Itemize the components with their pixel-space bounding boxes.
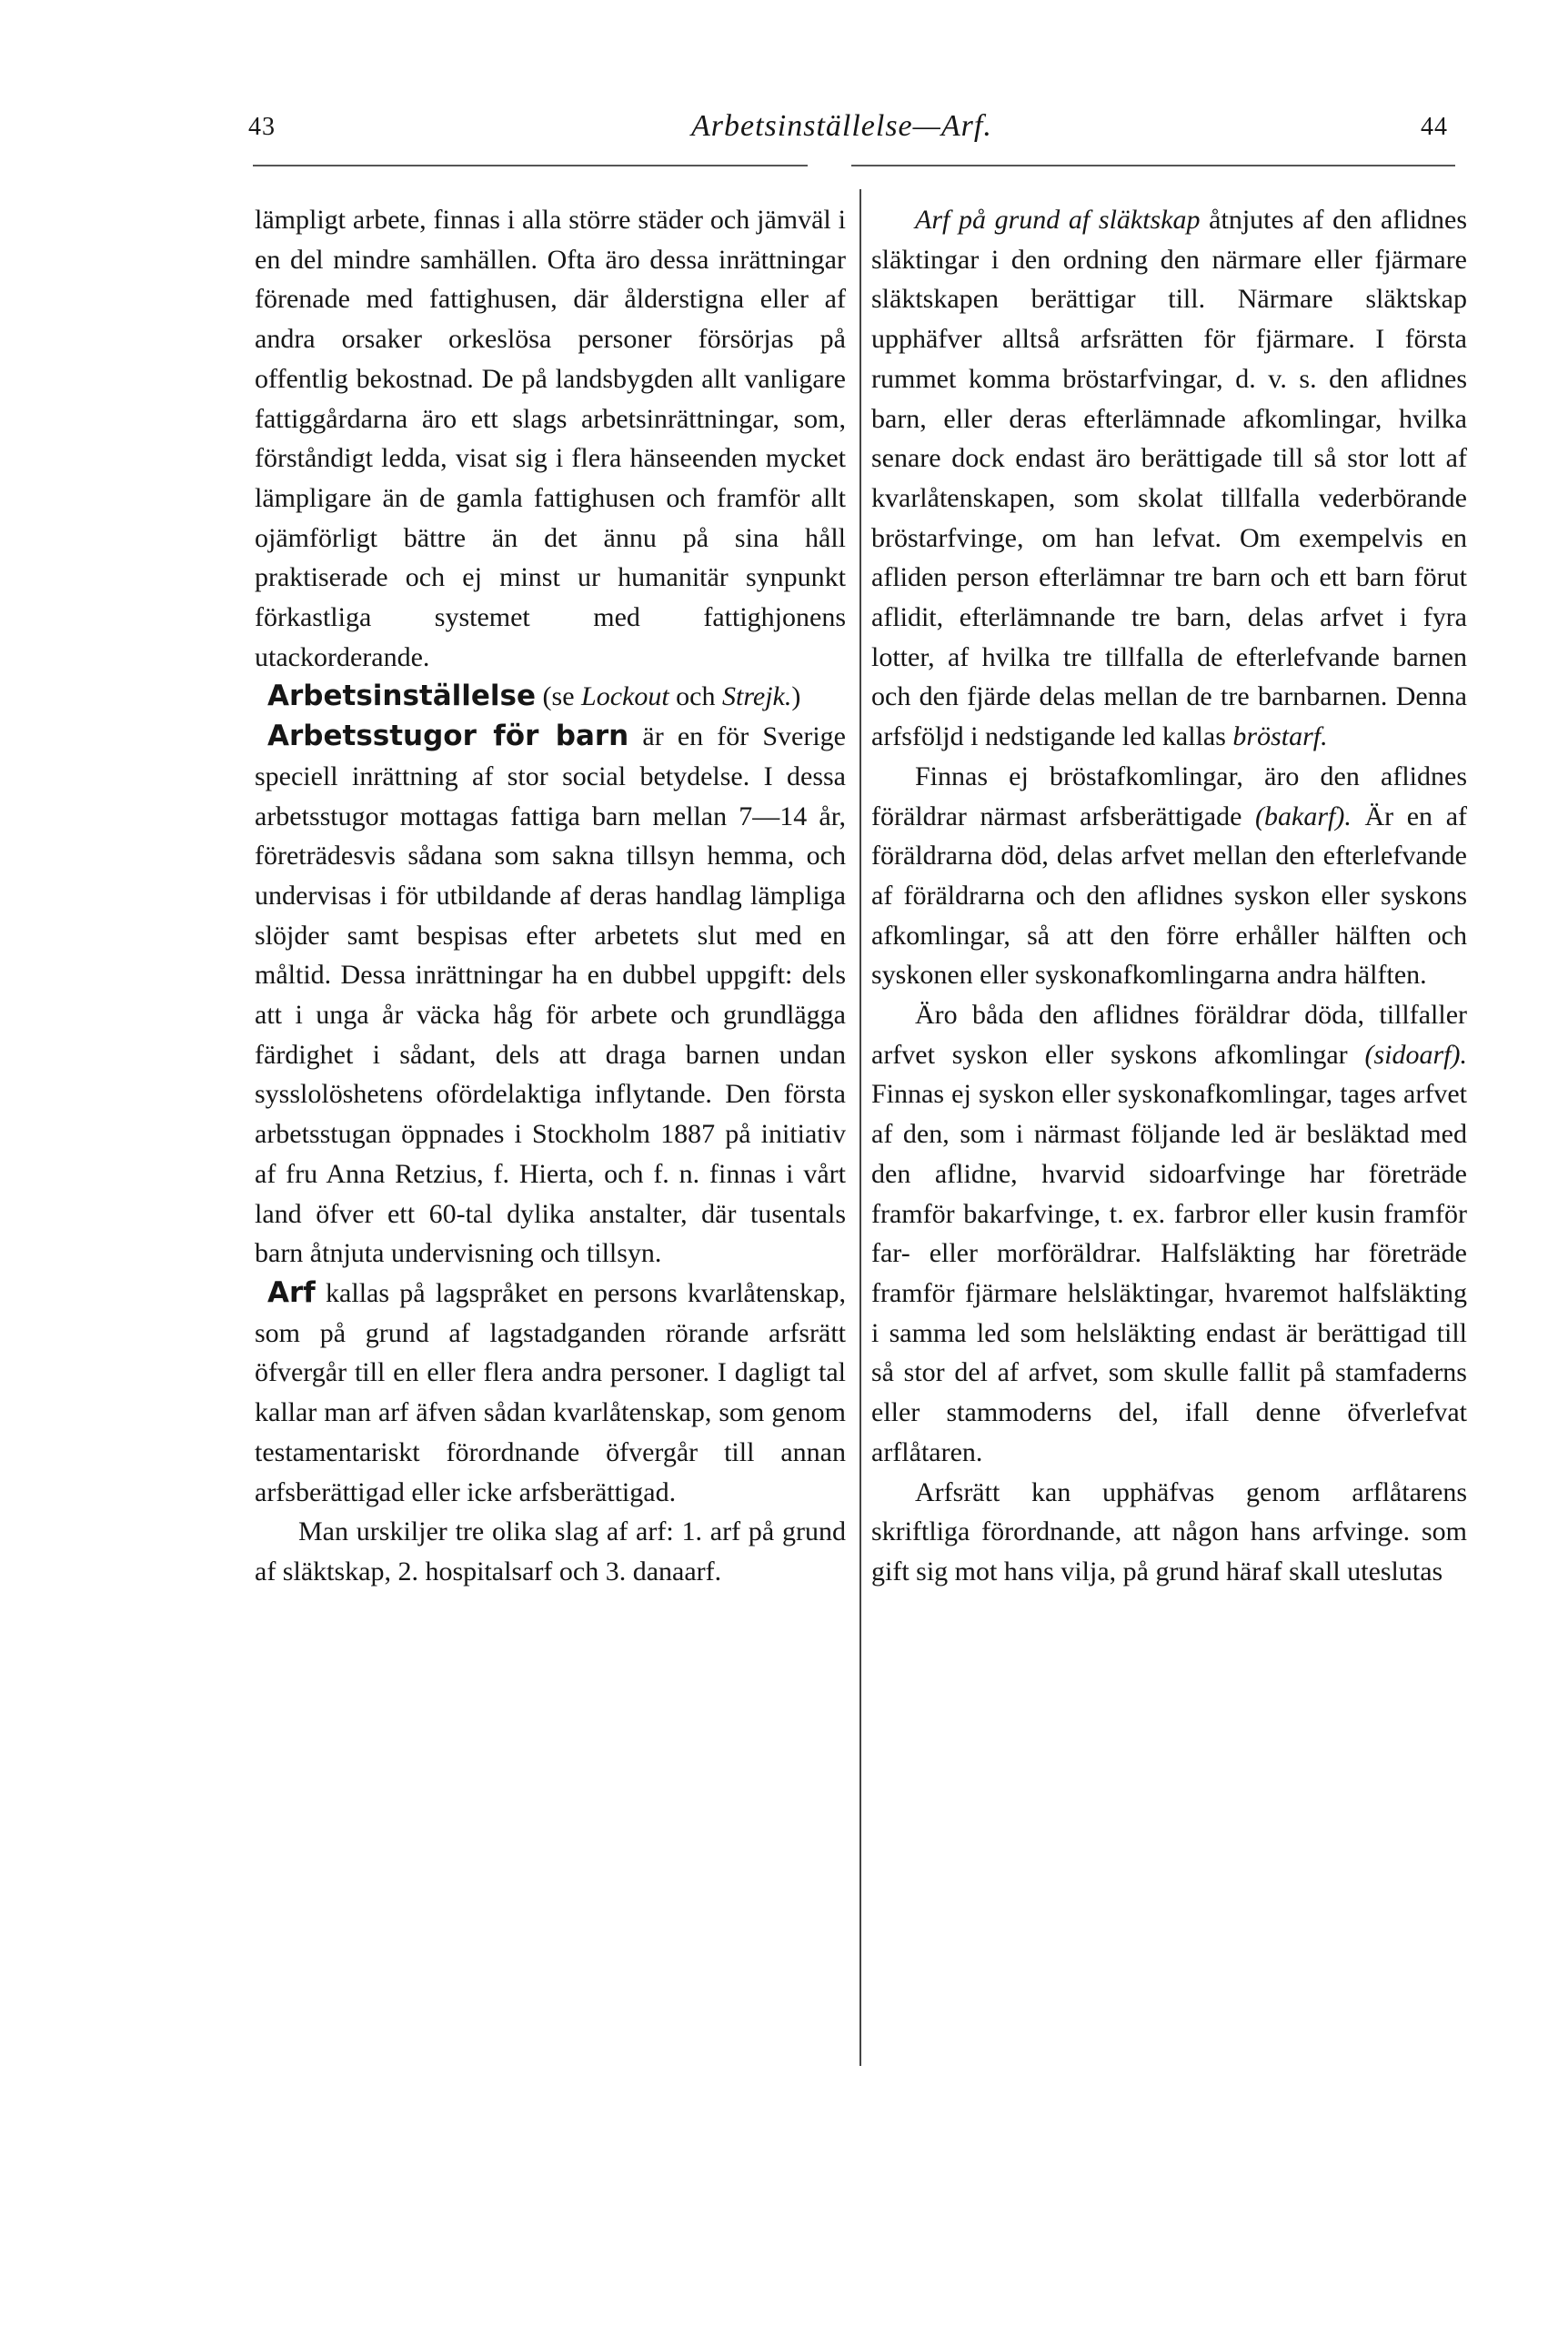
entry-text: (se — [536, 681, 582, 712]
column-divider — [859, 189, 861, 2066]
paragraph-text: Finnas ej bröstafkomlingar, äro den aflidnes föräldrar närmast arfsberättigade — [871, 761, 1467, 831]
term: (bakarf). — [1255, 801, 1352, 831]
left-column — [255, 200, 846, 1592]
page-number-left: 43 — [248, 113, 276, 141]
right-column — [871, 200, 1467, 1592]
cross-reference: Lockout — [581, 681, 669, 712]
headword-arbetsinstallelse: Arbetsinställelse — [267, 680, 537, 713]
right-paragraph-4: Arfsrätt kan upphäfvas genom arflåtarens skriftliga förordnande, att någon hans arfvinge. som gift sig mot hans vilja, på grund häraf skall uteslutas — [871, 1476, 1467, 1587]
entry-arf — [255, 1274, 846, 1512]
paragraph-text: åtnjutes af den aflidnes släktingar i den ordning den närmare eller fjärmare släktskapen berättigar till. Närmare släktskap upphäfver alltså arfsrätten för fjärmare. I första rummet komma bröstarfvingar, d. v. s. den aflidnes barn, eller deras efterlämnade afkomlingar, hvilka senare dock endast äro berättigade till så stor lott af kvarlåtenskapen, som skolat tillfalla vederbörande bröstarfvinge, om han lefvat. Om exempelvis en afliden person efterlämnar tre barn och ett barn förut aflidit, efterlämnande tre barn, delas arfvet i fyra lotter, af hvilka tre tillfalla de efterlefvande barnen och den fjärde delas mellan de tre barnbarnen. Denna arfsföljd i nedstigande led kallas — [871, 205, 1467, 752]
header-rule-left — [253, 165, 808, 166]
term: bröstarf. — [1232, 721, 1328, 752]
entry-arbetsstugor — [255, 717, 846, 1274]
paragraph-text: Finnas ej syskon eller syskonafkomlingar, tages arfvet af den, som i närmast följande led är besläktad med den aflidne, hvarvid sidoarfvinge har företräde framför bakarfvinge, t. ex. farbror eller kusin framför far- eller morföräldrar. Halfsläkting har företräde framför fjärmare helsläktingar, hvaremot halfsläkting i samma led som helsläkting endast är berättigad till så stor del af arfvet, som skulle fallit på stamfaderns eller stammoderns del, ifall denne öfverlefvat arflåtaren. — [871, 1079, 1467, 1467]
left-paragraph-1: lämpligt arbete, finnas i alla större städer och jämväl i en del mindre samhällen. Ofta äro dessa inrättningar förenade med fattighusen, där ålderstigna eller af andra orsaker orkeslösa personer försörjas på offentlig bekostnad. De på landsbygden allt vanligare fattiggårdarna äro ett slags arbetsinrättningar, som, förståndigt ledda, visat sig i flera hänseenden mycket lämpligare än de gamla fattighusen och framför allt ojämförligt bättre än det ännu på sina håll praktiserade och ej minst ur humanitär synpunkt förkastliga systemet med fattighjonens utackorderande. — [255, 205, 846, 672]
right-paragraph-1 — [871, 200, 1467, 757]
left-paragraph-5: Man urskiljer tre olika slag af arf: 1. arf på grund af släktskap, 2. hospitalsarf och 3. danaarf. — [255, 1516, 846, 1587]
subheading-arf-slaktskap: Arf på grund af släktskap — [915, 205, 1201, 235]
paragraph-text: Äro båda den aflidnes föräldrar döda, tillfaller arfvet syskon eller syskons afkomlingar — [871, 1000, 1467, 1070]
entry-text: och — [668, 681, 722, 712]
term: (sidoarf). — [1364, 1039, 1467, 1070]
entry-text: kallas på lagspråket en persons kvarlåtenskap, som på grund af lagstadganden rörande arfsrätt öfvergår till en eller flera andra personer. I dagligt tal kallar man arf äfven sådan kvarlåtenskap, som genom testamentariskt förordnande öfvergår till annan arfsberättigad eller icke arfsberättigad. — [255, 1277, 846, 1507]
cross-reference: Strejk. — [722, 681, 792, 712]
running-head: Arbetsinställelse—Arf. — [691, 109, 992, 143]
right-paragraph-3 — [871, 995, 1467, 1472]
paragraph-text: Är en af föräldrarna död, delas arfvet mellan den efterlefvande af föräldrarna och den aflidnes syskon eller syskons afkomlingar, så att den förre erhåller hälften och syskonen eller syskonafkomlingarna andra hälften. — [871, 801, 1467, 991]
headword-arbetsstugor: Arbetsstugor för barn — [267, 720, 629, 753]
entry-arbetsinstallelse — [255, 677, 846, 717]
page-number-right: 44 — [1421, 113, 1448, 141]
entry-text: är en för Sverige speciell inrättning af stor social betydelse. I dessa arbetsstugor mottagas fattiga barn mellan 7—14 år, företrädesvis sådana som sakna tillsyn hemma, och undervisas i för utbildande af deras handlag lämpliga slöjder samt bespisas efter arbetets slut med en måltid. Dessa inrättningar ha en dubbel uppgift: dels att i unga år väcka håg för arbete och grundlägga färdighet i sådant, dels att draga barnen undan sysslolöshetens ofördelaktiga inflytande. Den första arbetsstugan öppnades i Stockholm 1887 på initiativ af fru Anna Retzius, f. Hierta, och f. n. finnas i vårt land öfver ett 60-tal dylika anstalter, där tusentals barn åtnjuta undervisning och tillsyn. — [255, 721, 846, 1269]
entry-text: ) — [791, 681, 801, 712]
headword-arf: Arf — [267, 1275, 316, 1309]
header-rule-right — [851, 165, 1455, 166]
right-paragraph-2 — [871, 757, 1467, 995]
